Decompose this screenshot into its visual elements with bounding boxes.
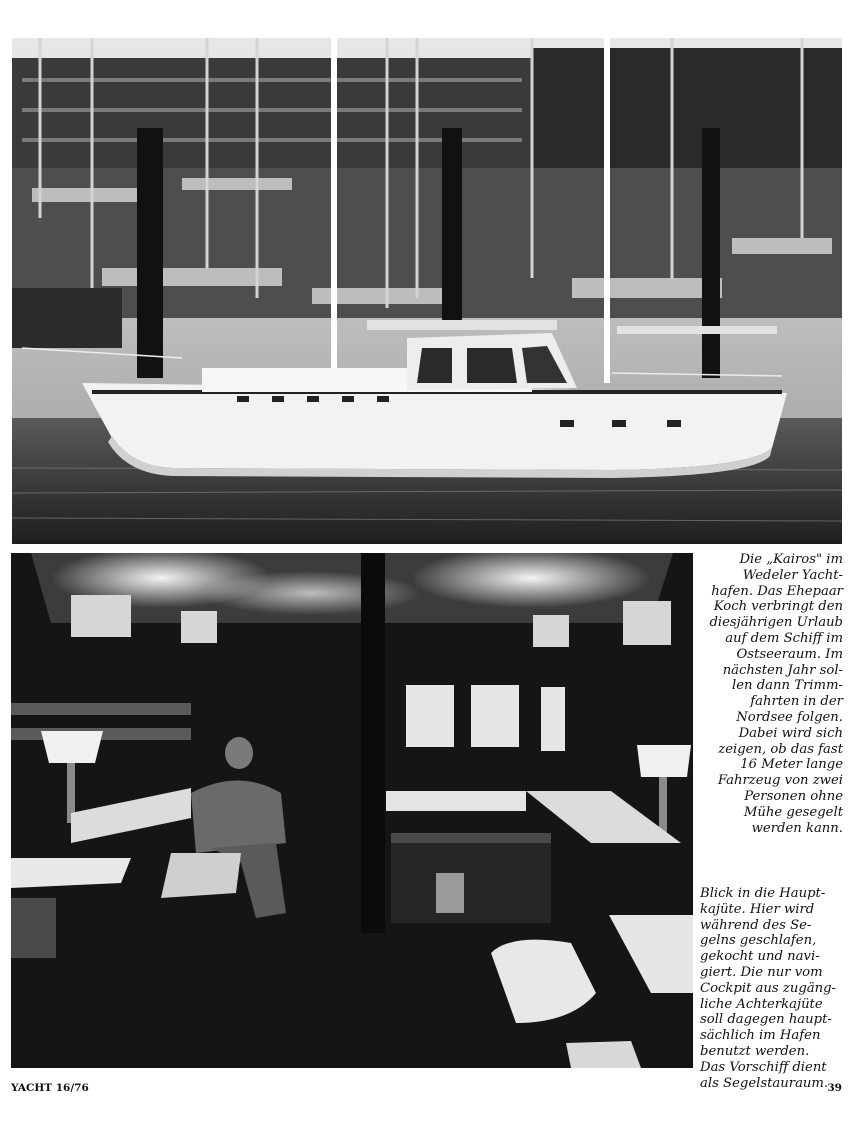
photo-main-cabin: [11, 553, 693, 1068]
caption-yacht-harbour: Die „Kairos" im Wedeler Yacht- hafen. Das Ehepaar Koch verbringt den diesjährigen Urlaub auf dem Schiff im Ostseeraum. Im nächsten Jahr sol- len dann Trimm- fahrten in der Nordsee folgen. Dabei wird sich zeigen, ob das fast 16 Meter lange Fahrzeug von zwei Personen ohne Mühe gesegelt werden kann.: [709, 552, 843, 836]
cabin-illustration: [11, 553, 693, 1068]
page-number: 39: [827, 1082, 842, 1094]
photo-yacht-in-harbour: [12, 38, 842, 544]
harbour-illustration: [12, 38, 842, 544]
magazine-issue: YACHT 16/76: [11, 1082, 89, 1094]
caption-main-cabin: Blick in die Haupt- kajüte. Hier wird während des Se- gelns geschlafen, gekocht und navi- giert. Die nur vom Cockpit aus zugäng- liche Achterkajüte soll dagegen haupt- sächlich im Hafen benutzt werden. Das Vorschiff dient als Segelstauraum.: [700, 886, 837, 1091]
